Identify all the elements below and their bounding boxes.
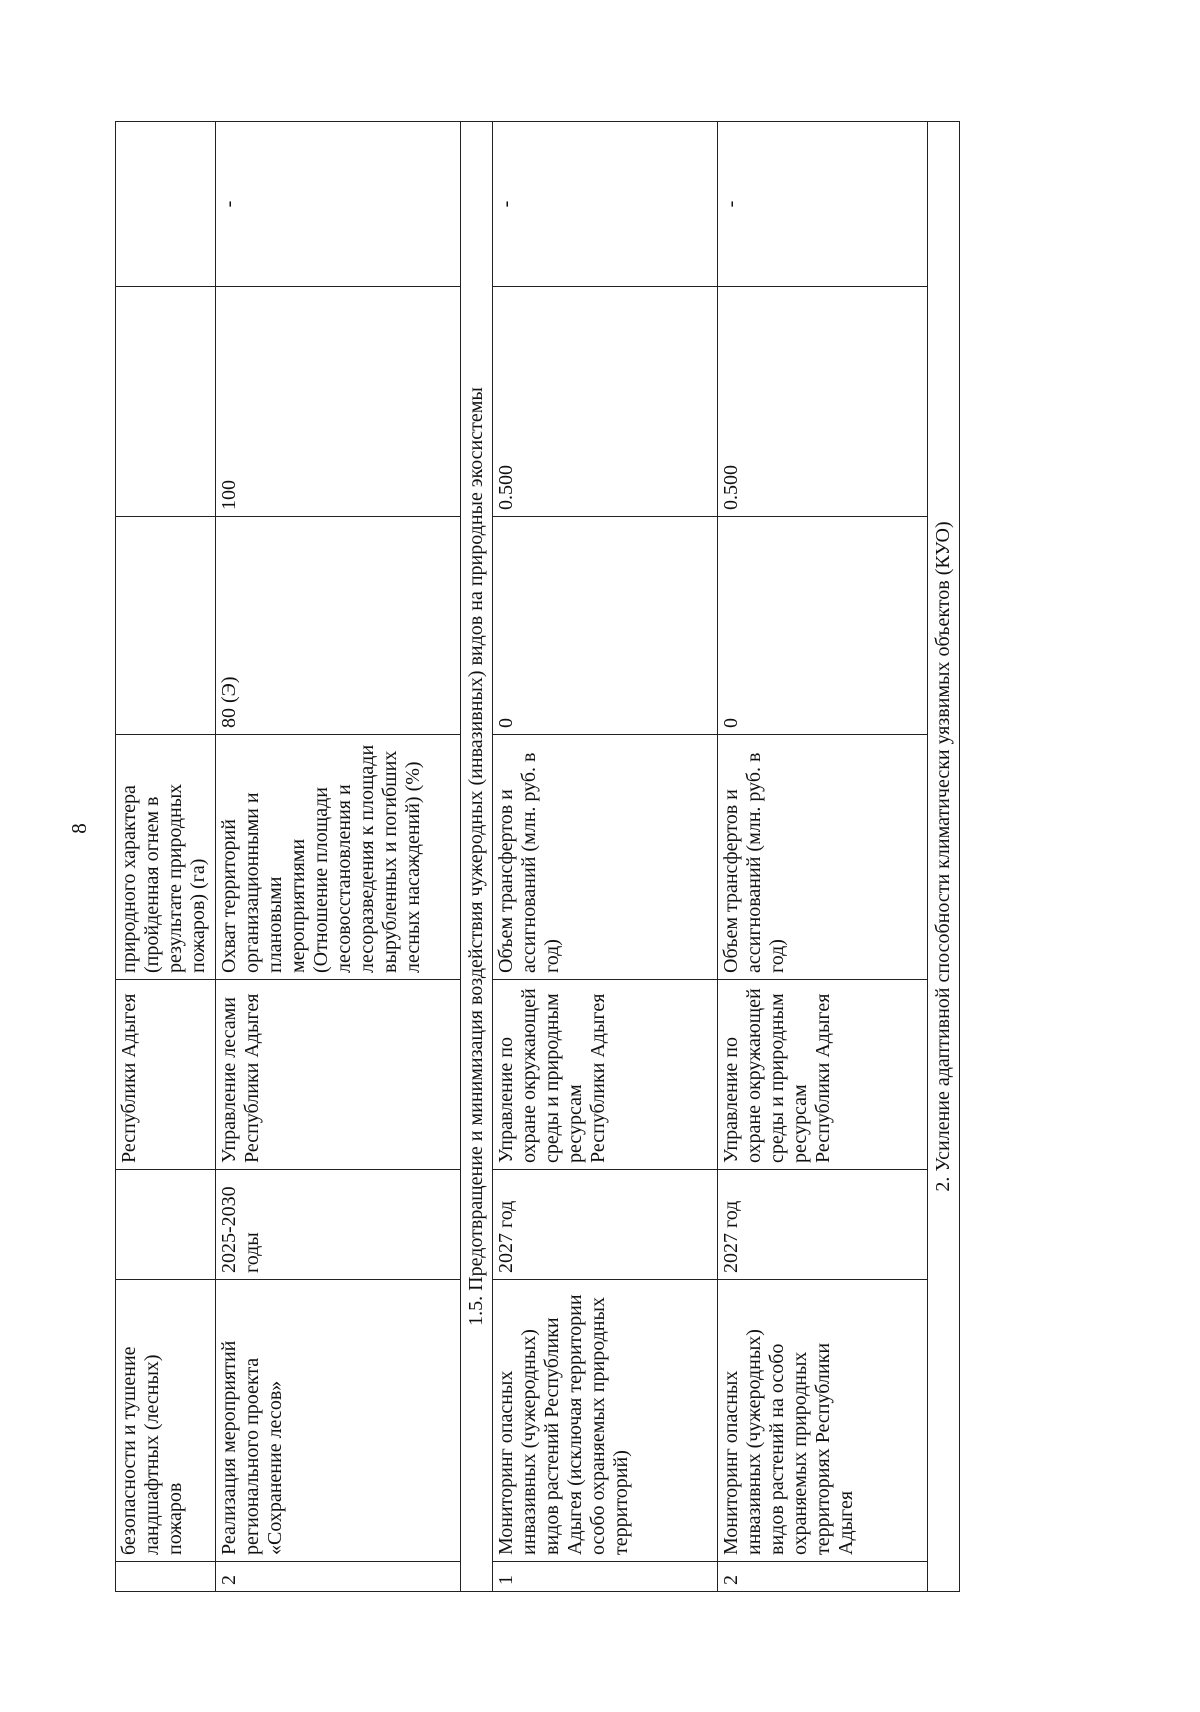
- cell-indicator: природного характера (пройденная огнем в результате природных пожаров) (га): [116, 735, 216, 980]
- cell-executor: Управление лесами Республики Адыгея: [216, 980, 461, 1170]
- cell-base: 80 (Э): [216, 517, 461, 735]
- cell-indicator: Объем трансфертов и ассигнований (млн. руб. в год): [718, 735, 928, 980]
- table-row: [493, 122, 718, 1592]
- cell-target: 0.500: [718, 287, 928, 517]
- table-row: [718, 122, 928, 1592]
- cell-funding: -: [493, 122, 718, 287]
- cell-num: [116, 1562, 216, 1592]
- section-row: [461, 122, 493, 1592]
- cell-executor: Управление по охране окружающей среды и природным ресурсам Республики Адыгея: [493, 980, 718, 1170]
- cell-period: [116, 1170, 216, 1280]
- cell-target: 100: [216, 287, 461, 517]
- cell-funding: [116, 122, 216, 287]
- section-row: [928, 122, 960, 1592]
- section-title-2: 2. Усиление адаптивной способности климатически уязвимых объектов (КУО): [928, 122, 960, 1592]
- rotated-table-container: [115, 122, 1045, 1592]
- section-title-1-5: 1.5. Предотвращение и минимизация воздействия чужеродных (инвазивных) видов на природные экосистемы: [461, 122, 493, 1592]
- cell-executor: Управление по охране окружающей среды и природным ресурсам Республики Адыгея: [718, 980, 928, 1170]
- page-number: 8: [66, 823, 91, 834]
- cell-period: 2025-2030 годы: [216, 1170, 461, 1280]
- cell-num: 2: [718, 1562, 928, 1592]
- cell-indicator: Объем трансфертов и ассигнований (млн. руб. в год): [493, 735, 718, 980]
- cell-period: 2027 год: [718, 1170, 928, 1280]
- cell-name: безопасности и тушение ландшафтных (лесных) пожаров: [116, 1280, 216, 1562]
- cell-base: 0: [493, 517, 718, 735]
- cell-funding: -: [718, 122, 928, 287]
- cell-executor: Республики Адыгея: [116, 980, 216, 1170]
- cell-period: 2027 год: [493, 1170, 718, 1280]
- cell-base: [116, 517, 216, 735]
- measures-table: [115, 121, 960, 1592]
- table-row: [116, 122, 216, 1592]
- cell-base: 0: [718, 517, 928, 735]
- cell-target: [116, 287, 216, 517]
- cell-num: 1: [493, 1562, 718, 1592]
- cell-name: Реализация мероприятий регионального проекта «Сохранение лесов»: [216, 1280, 461, 1562]
- cell-num: 2: [216, 1562, 461, 1592]
- cell-target: 0.500: [493, 287, 718, 517]
- cell-funding: -: [216, 122, 461, 287]
- table-row: [216, 122, 461, 1592]
- cell-name: Мониторинг опасных инвазивных (чужеродных) видов растений на особо охраняемых природных территориях Республики Адыгея: [718, 1280, 928, 1562]
- cell-indicator: Охват территорий организационными и плановыми мероприятиями (Отношение площади лесовосстановления и лесоразведения к площади вырубленных и погибших лесных насаждений) (%): [216, 735, 461, 980]
- cell-name: Мониторинг опасных инвазивных (чужеродных) видов растений Республики Адыгея (исключая территории особо охраняемых природных территорий): [493, 1280, 718, 1562]
